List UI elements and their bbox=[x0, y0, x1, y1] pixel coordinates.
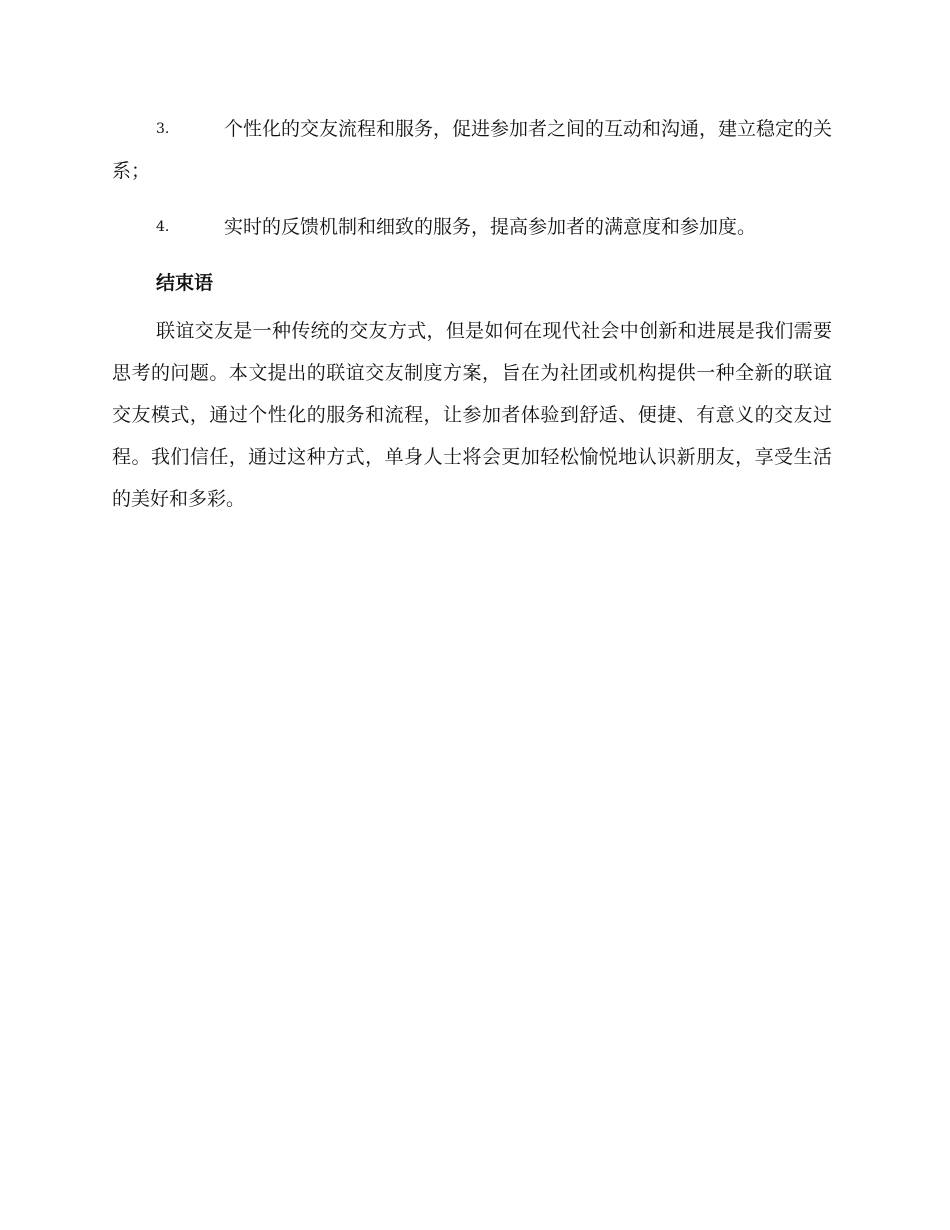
section-heading: 结束语 bbox=[156, 272, 214, 294]
closing-paragraph: 联谊交友是一种传统的交友方式，但是如何在现代社会中创新和进展是我们需要思考的问题。本文提出的联谊交友制度方案，旨在为社团或机构提供一种全新的联谊交友模式，通过个性化的服务和流程，让参加者体验到舒适、便捷、有意义的交友过程。我们信任，通过这种方式，单身人士将会更加轻松愉悦地认识新朋友，享受生活的美好和多彩。 bbox=[112, 320, 832, 510]
list-item-number: 3. bbox=[156, 121, 170, 137]
list-item-text: 个性化的交友流程和服务，促进参加者之间的互动和沟通，建立稳定的关系； bbox=[112, 118, 833, 182]
list-item-number: 4. bbox=[156, 219, 170, 235]
list-item-text: 实时的反馈机制和细致的服务，提高参加者的满意度和参加度。 bbox=[224, 216, 757, 238]
document-content bbox=[112, 108, 832, 520]
list-item bbox=[112, 206, 832, 248]
list-item bbox=[112, 108, 832, 192]
